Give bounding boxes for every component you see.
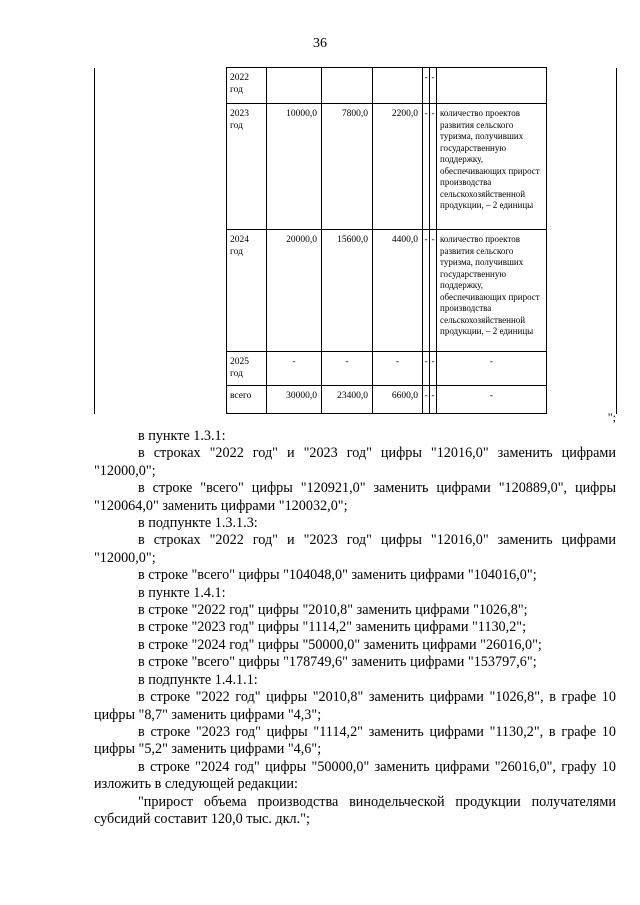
dash-cell: - [431, 108, 435, 118]
paragraph: в строке "2022 год" цифры "2010,8" заменить цифрами "1026,8", в графе 10 цифры "8,7" заменить цифрами "4,3"; [94, 689, 616, 723]
dash-cell: - [424, 234, 428, 244]
paragraph: в подпункте 1.4.1.1: [138, 671, 258, 688]
paragraph: в строке "2023 год" цифры "1114,2" заменить цифрами "1130,2"; [138, 619, 527, 636]
paragraph: в строке "2024 год" цифры "50000,0" заменить цифрами "26016,0"; [138, 636, 542, 653]
total-cell: - [292, 357, 296, 367]
result-cell: - [489, 391, 494, 401]
value-cell: 4400,0 [391, 235, 418, 245]
year-cell: всего [230, 391, 252, 401]
value-cell [373, 68, 422, 72]
paragraph: в строке "всего" цифры "120921,0" заменить цифрами "120889,0", цифры "120064,0" заменить цифрами "120032,0"; [94, 480, 616, 514]
year-cell: 2023 год [230, 109, 249, 131]
program-table [94, 67, 617, 414]
table-row [95, 68, 617, 104]
result-cell [437, 68, 546, 72]
value-cell [322, 68, 372, 72]
paragraph: в строке "2024 год" цифры "50000,0" заменить цифрами "26016,0", графу 10 изложить в следующей редакции: [94, 758, 616, 793]
result-cell: - [489, 357, 494, 367]
year-cell: 2022 год [230, 73, 249, 95]
paragraph: в пункте 1.3.1: [138, 428, 226, 444]
year-cell: 2025 год [230, 357, 249, 379]
paragraph: в строке "2023 год" цифры "1114,2" заменить цифрами "1130,2", в графе 10 цифры "5,2" заменить цифрами "4,6"; [94, 723, 616, 758]
value-cell: 23400,0 [337, 391, 368, 401]
value-cell: 6600,0 [391, 391, 418, 401]
paragraph: в строке "2022 год" цифры "2010,8" заменить цифрами "1026,8"; [138, 602, 528, 619]
paragraph: в строке "всего" цифры "104048,0" заменить цифрами "104016,0"; [138, 567, 537, 584]
paragraph: "прирост объема производства винодельческой продукции получателями субсидий составит 120,0 тыс. дкл."; [94, 793, 616, 827]
dash-cell: - [431, 390, 435, 400]
result-cell: количество проектов развития сельского туризма, получивших государственную поддержку, обеспечивающих прирост производства сельскохозяйственной продукции, – 2 единицы [440, 234, 540, 336]
dash-cell: - [431, 72, 435, 82]
paragraph: в подпункте 1.3.1.3: [138, 515, 258, 532]
dash-cell: - [424, 108, 428, 118]
value-cell: - [345, 357, 349, 367]
total-cell: 30000,0 [286, 391, 317, 401]
amendment-text [94, 428, 616, 828]
paragraph: в строках "2022 год" и "2023 год" цифры "12016,0" заменить цифрами "12000,0"; [94, 532, 616, 566]
year-cell: 2024 год [230, 235, 249, 257]
page-number: 36 [313, 36, 327, 51]
total-cell: 10000,0 [286, 109, 317, 119]
value-cell: 15600,0 [337, 235, 368, 245]
total-cell [267, 68, 321, 72]
empty-left-cell [95, 68, 227, 414]
paragraph: в строках "2022 год" и "2023 год" цифры "12016,0" заменить цифрами "12000,0"; [94, 445, 616, 479]
closing-quote: "; [607, 410, 616, 424]
dash-cell: - [424, 72, 428, 82]
dash-cell: - [431, 234, 435, 244]
result-cell: количество проектов развития сельского туризма, получивших государственную поддержку, обеспечивающих прирост производства сельскохозяйственной продукции, – 2 единицы [440, 108, 540, 210]
paragraph: в пункте 1.4.1: [138, 584, 226, 601]
value-cell: - [395, 357, 400, 367]
paragraph: в строке "всего" цифры "178749,6" заменить цифрами "153797,6"; [138, 654, 537, 671]
value-cell: 2200,0 [391, 109, 418, 119]
total-cell: 20000,0 [286, 235, 317, 245]
dash-cell: - [424, 390, 428, 400]
dash-cell: - [431, 356, 435, 366]
dash-cell: - [424, 356, 428, 366]
empty-right-cell [547, 68, 617, 414]
value-cell: 7800,0 [341, 109, 368, 119]
